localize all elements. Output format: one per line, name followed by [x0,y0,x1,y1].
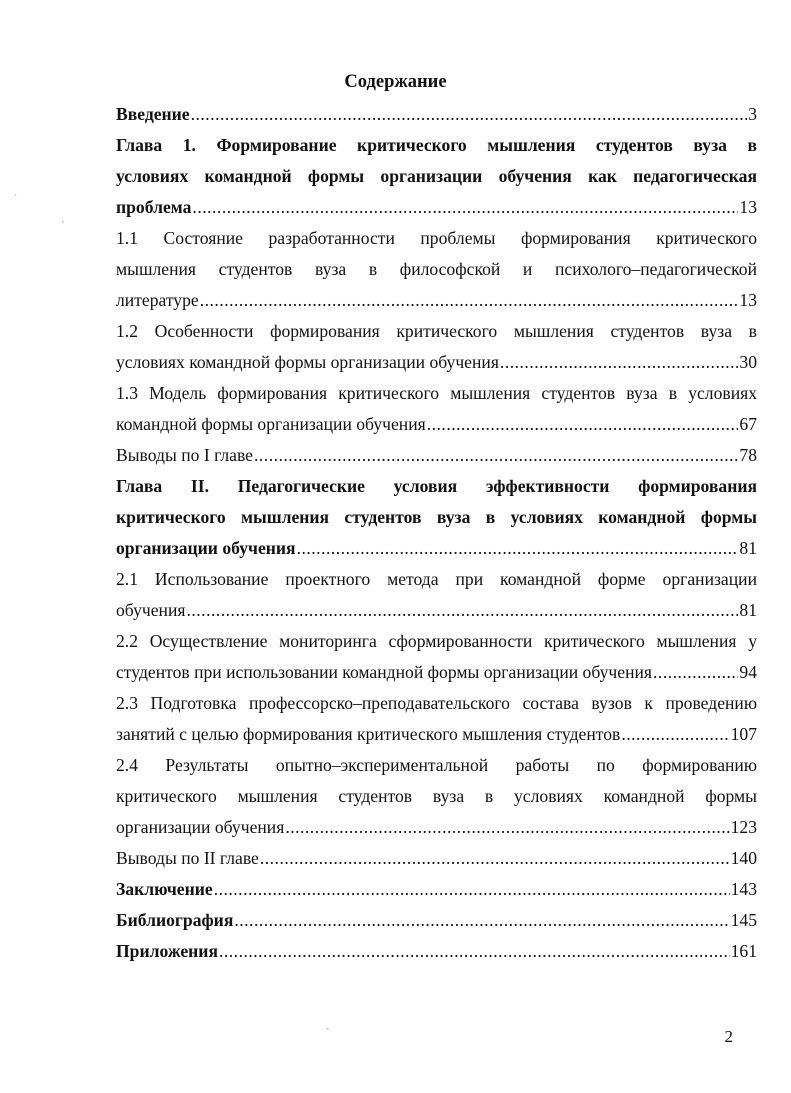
dot-leader [186,595,738,626]
toc-entry [116,564,757,626]
toc-page-number: 145 [730,910,757,930]
toc-entry-title: организации обучения [116,817,285,837]
toc-entry-last-line [116,657,757,688]
toc-page-number: 123 [730,817,757,837]
page-number: 2 [724,1027,733,1046]
toc-entry [116,99,757,130]
toc-page-number: 13 [739,197,757,217]
toc-entry-line: 2.3 Подготовка профессорско–преподавательского состава вузов к проведению [116,693,757,713]
toc-entry [116,905,757,936]
dot-leader [234,905,729,936]
toc-entry [116,936,757,967]
toc-entry-title: занятий с целью формирования критического мышления студентов [116,724,621,744]
toc-entry-title: Введение [116,104,190,124]
page-title: Содержание [344,72,447,92]
toc-entry-title: студентов при использовании командной формы организации обучения [116,662,653,682]
toc-entry-title: организации обучения [116,538,296,558]
toc-entry-title: Выводы по II главе [116,848,259,868]
toc-entry [116,843,757,874]
toc-entry [116,130,757,223]
toc-page-number: 81 [739,600,757,620]
toc-entry-last-line [116,192,757,223]
toc-entry-last-line [116,843,757,874]
dot-leader [219,936,730,967]
toc-page-number: 94 [739,662,757,682]
scan-speck: - [326,1023,329,1033]
toc-page-number: 30 [739,352,757,372]
toc-page-number: 161 [730,941,757,961]
toc-entry-last-line [116,440,757,471]
dot-leader [297,533,739,564]
dot-leader [653,657,738,688]
dot-leader [192,192,738,223]
dot-leader [254,440,738,471]
toc-entry-last-line [116,812,757,843]
toc-entry [116,750,757,843]
toc-entry [116,378,757,440]
dot-leader [500,347,738,378]
toc-entry-last-line [116,99,757,130]
toc-entry [116,223,757,316]
toc-entry-title: Выводы по I главе [116,445,253,465]
toc-entry-line: 2.4 Результаты опытно–экспериментальной работы по формированию [116,755,757,775]
dot-leader [191,99,748,130]
toc-page-number: 67 [739,414,757,434]
toc-entry [116,626,757,688]
toc-entry-title: литературе [116,290,199,310]
dot-leader [214,874,730,905]
dot-leader [285,812,729,843]
toc-entry-title: проблема [116,197,192,217]
toc-entry-line: Глава II. Педагогические условия эффективности формирования [116,476,757,496]
toc-entry-last-line [116,719,757,750]
toc-entry-line: 2.1 Использование проектного метода при командной форме организации [116,569,757,589]
toc-page-number: 3 [748,104,757,124]
toc-entry-last-line [116,936,757,967]
toc-entry-line: мышления студентов вуза в философской и психолого–педагогической [116,259,757,279]
toc-entry-title: Библиография [116,910,234,930]
toc-entry-title: обучения [116,600,186,620]
toc-entry-line: 1.3 Модель формирования критического мышления студентов вуза в условиях [116,383,757,403]
table-of-contents [116,99,757,967]
toc-entry-last-line [116,533,757,564]
toc-entry-line: 1.2 Особенности формирования критического мышления студентов вуза в [116,321,757,341]
toc-entry-title: Приложения [116,941,218,961]
toc-entry-line: условиях командной формы организации обучения как педагогическая [116,166,757,186]
toc-entry [116,471,757,564]
toc-entry-last-line [116,409,757,440]
toc-entry-last-line [116,347,757,378]
toc-entry-line: критического мышления студентов вуза в условиях командной формы [116,507,757,527]
toc-entry-last-line [116,874,757,905]
toc-page-number: 81 [739,538,757,558]
toc-entry-line: 2.2 Осуществление мониторинга сформированности критического мышления у [116,631,757,651]
dot-leader [260,843,730,874]
toc-page-number: 78 [739,445,757,465]
toc-entry-line: критического мышления студентов вуза в условиях командной формы [116,786,757,806]
toc-entry-title: командной формы организации обучения [116,414,426,434]
toc-page-number: 140 [730,848,757,868]
scan-speck: ˎ [14,186,17,196]
toc-entry [116,440,757,471]
dot-leader [200,285,739,316]
toc-page-number: 107 [730,724,757,744]
toc-entry-last-line [116,285,757,316]
toc-entry-line: 1.1 Состояние разработанности проблемы формирования критического [116,228,757,248]
toc-entry-last-line [116,905,757,936]
toc-page-number: 13 [739,290,757,310]
dot-leader [621,719,729,750]
toc-entry-line: Глава 1. Формирование критического мышления студентов вуза в [116,135,757,155]
toc-entry-title: условиях командной формы организации обучения [116,352,499,372]
scan-speck: ⁱ [62,218,64,228]
toc-page-number: 143 [730,879,757,899]
toc-entry [116,688,757,750]
toc-entry [116,316,757,378]
toc-entry-title: Заключение [116,879,213,899]
toc-entry-last-line [116,595,757,626]
toc-entry [116,874,757,905]
dot-leader [427,409,739,440]
